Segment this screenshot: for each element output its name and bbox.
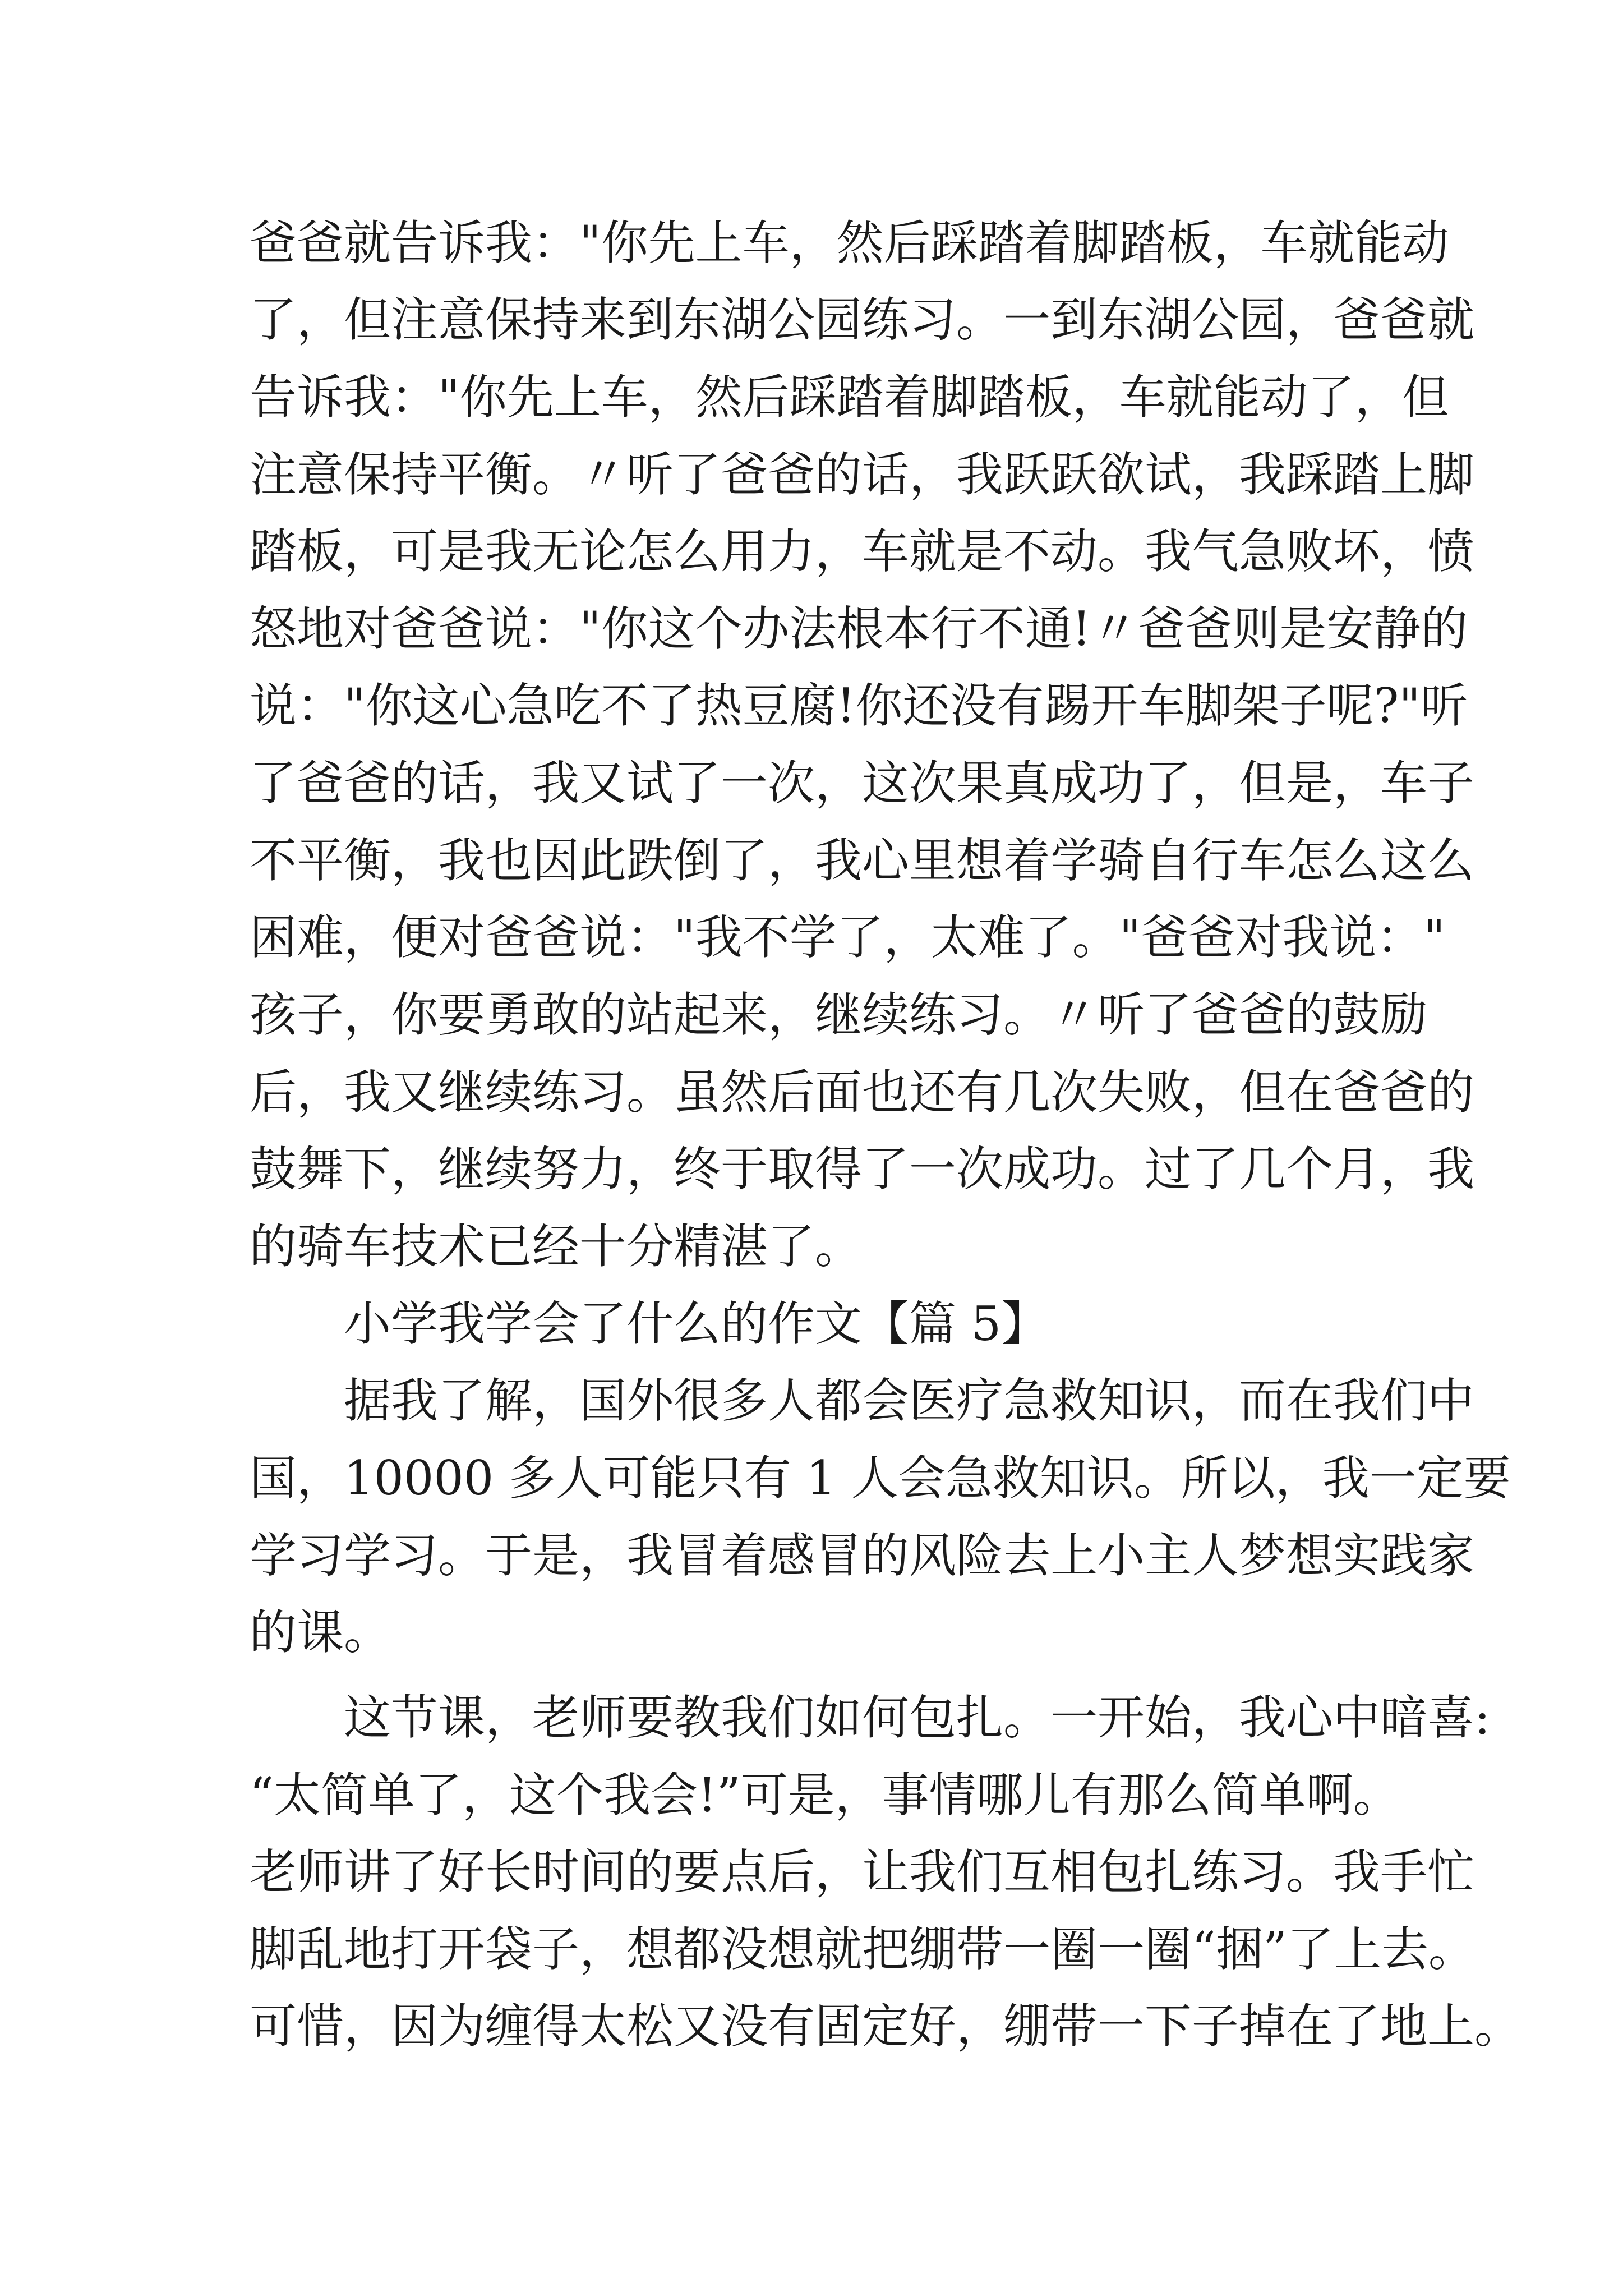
text-line: 怒地对爸爸说："你这个办法根本行不通!〃爸爸则是安静的 bbox=[250, 601, 1468, 656]
text-line: 爸爸就告诉我："你先上车，然后踩踏着脚踏板，车就能动 bbox=[250, 215, 1449, 270]
text-line: 了，但注意保持来到东湖公园练习。一到东湖公园，爸爸就 bbox=[250, 292, 1475, 347]
text-line: 孩子，你要勇敢的站起来，继续练习。〃听了爸爸的鼓励 bbox=[250, 987, 1428, 1042]
text-line: 据我了解，国外很多人都会医疗急救知识，而在我们中 bbox=[344, 1373, 1475, 1428]
text-line: 注意保持平衡。〃听了爸爸的话，我跃跃欲试，我踩踏上脚 bbox=[250, 447, 1475, 502]
text-line: 告诉我："你先上车，然后踩踏着脚踏板，车就能动了，但 bbox=[250, 370, 1449, 425]
text-line: 不平衡，我也因此跌倒了，我心里想着学骑自行车怎么这么 bbox=[250, 833, 1475, 888]
text-line: 困难，便对爸爸说："我不学了，太难了。"爸爸对我说：" bbox=[250, 910, 1445, 965]
text-line: 的课。 bbox=[250, 1605, 391, 1660]
text-line: 学习学习。于是，我冒着感冒的风险去上小主人梦想实践家 bbox=[250, 1528, 1475, 1583]
text-line: “太简单了，这个我会!”可是，事情哪儿有那么简单啊。 bbox=[250, 1768, 1400, 1823]
text-line: 后，我又继续练习。虽然后面也还有几次失败，但在爸爸的 bbox=[250, 1065, 1475, 1120]
text-line: 这节课，老师要教我们如何包扎。一开始，我心中暗喜: bbox=[344, 1690, 1491, 1745]
text-line: 说："你这心急吃不了热豆腐!你还没有踢开车脚架子呢?"听 bbox=[250, 678, 1468, 733]
text-line: 鼓舞下，继续努力，终于取得了一次成功。过了几个月，我 bbox=[250, 1142, 1475, 1197]
text-line: 老师讲了好长时间的要点后，让我们互相包扎练习。我手忙 bbox=[250, 1844, 1475, 1899]
text-line: 脚乱地打开袋子，想都没想就把绷带一圈一圈“捆”了上去。 bbox=[250, 1922, 1476, 1977]
text-line: 了爸爸的话，我又试了一次，这次果真成功了，但是，车子 bbox=[250, 756, 1475, 811]
section-heading: 小学我学会了什么的作文【篇 5】 bbox=[344, 1296, 1049, 1351]
text-line: 国，10000 多人可能只有 1 人会急救知识。所以，我一定要 bbox=[250, 1451, 1511, 1506]
text-line: 踏板，可是我无论怎么用力，车就是不动。我气急败坏，愤 bbox=[250, 524, 1475, 579]
text-line: 的骑车技术已经十分精湛了。 bbox=[250, 1219, 863, 1274]
text-line: 可惜，因为缠得太松又没有固定好，绷带一下子掉在了地上。 bbox=[250, 1999, 1522, 2054]
